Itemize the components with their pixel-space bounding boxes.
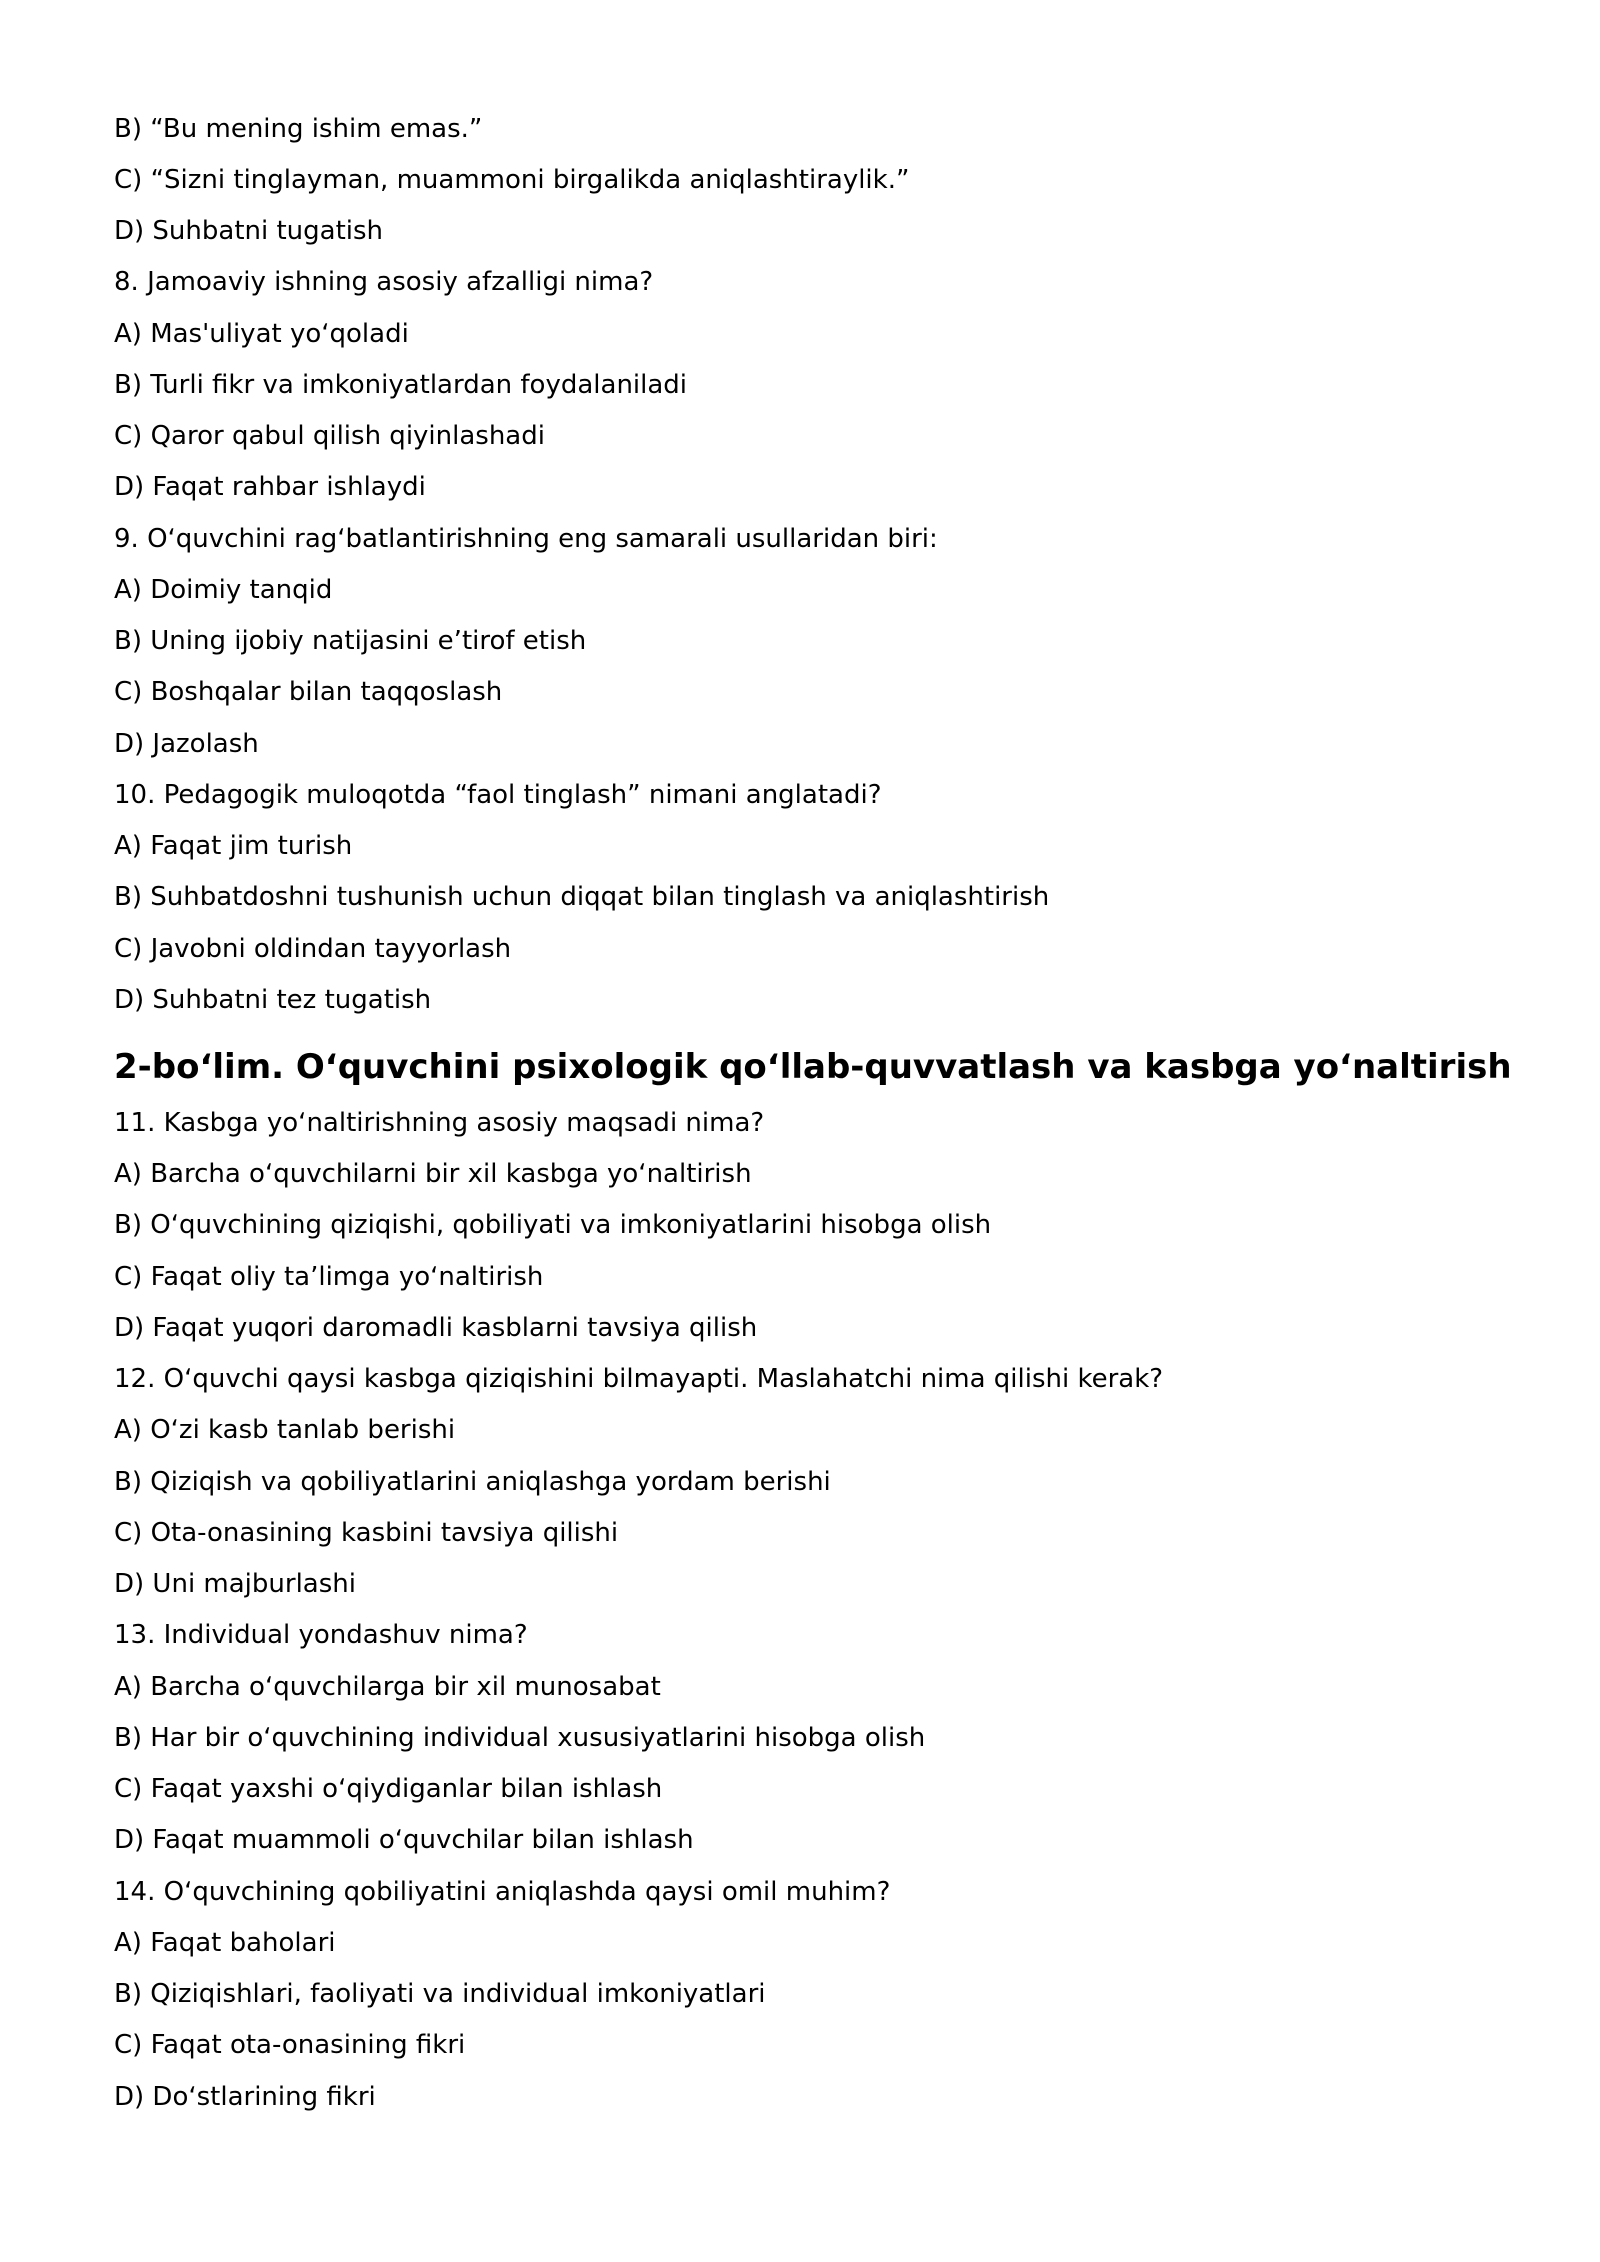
answer-option: C) Faqat yaxshi oʻqiydiganlar bilan ishlash	[114, 1774, 663, 1804]
answer-option: D) Suhbatni tugatish	[114, 216, 384, 246]
answer-option: A) Oʻzi kasb tanlab berishi	[114, 1415, 456, 1445]
question-text: 8. Jamoaviy ishning asosiy afzalligi nima?	[114, 267, 654, 297]
answer-option: B) Turli fikr va imkoniyatlardan foydalaniladi	[114, 370, 688, 400]
answer-option: C) “Sizni tinglayman, muammoni birgalikda aniqlashtiraylik.”	[114, 165, 910, 195]
answer-option: B) Qiziqishlari, faoliyati va individual imkoniyatlari	[114, 1979, 766, 2009]
answer-option: A) Mas'uliyat yoʻqoladi	[114, 319, 409, 349]
answer-option: C) Ota-onasining kasbini tavsiya qilishi	[114, 1518, 619, 1548]
answer-option: D) Jazolash	[114, 729, 259, 759]
question-text: 12. Oʻquvchi qaysi kasbga qiziqishini bilmayapti. Maslahatchi nima qilishi kerak?	[114, 1364, 1164, 1394]
answer-option: D) Faqat yuqori daromadli kasblarni tavsiya qilish	[114, 1313, 758, 1343]
answer-option: C) Qaror qabul qilish qiyinlashadi	[114, 421, 545, 451]
answer-option: C) Boshqalar bilan taqqoslash	[114, 677, 503, 707]
answer-option: D) Suhbatni tez tugatish	[114, 985, 432, 1015]
question-text: 11. Kasbga yoʻnaltirishning asosiy maqsadi nima?	[114, 1108, 765, 1138]
answer-option: C) Javobni oldindan tayyorlash	[114, 934, 512, 964]
answer-option: A) Barcha oʻquvchilarni bir xil kasbga yoʻnaltirish	[114, 1159, 752, 1189]
answer-option: A) Barcha oʻquvchilarga bir xil munosabat	[114, 1672, 661, 1702]
answer-option: A) Doimiy tanqid	[114, 575, 333, 605]
answer-option: D) Faqat muammoli oʻquvchilar bilan ishlash	[114, 1825, 694, 1855]
answer-option: D) Uni majburlashi	[114, 1569, 356, 1599]
section-heading: 2-boʻlim. Oʻquvchini psixologik qoʻllab-quvvatlash va kasbga yoʻnaltirish	[114, 1047, 1512, 1087]
question-text: 10. Pedagogik muloqotda “faol tinglash” nimani anglatadi?	[114, 780, 882, 810]
question-text: 14. Oʻquvchining qobiliyatini aniqlashda qaysi omil muhim?	[114, 1877, 891, 1907]
question-text: 13. Individual yondashuv nima?	[114, 1620, 528, 1650]
answer-option: D) Faqat rahbar ishlaydi	[114, 472, 426, 502]
answer-option: B) Oʻquvchining qiziqishi, qobiliyati va imkoniyatlarini hisobga olish	[114, 1210, 992, 1240]
answer-option: B) Suhbatdoshni tushunish uchun diqqat bilan tinglash va aniqlashtirish	[114, 882, 1050, 912]
answer-option: A) Faqat jim turish	[114, 831, 353, 861]
answer-option: C) Faqat ota-onasining fikri	[114, 2030, 466, 2060]
answer-option: B) Uning ijobiy natijasini eʼtirof etish	[114, 626, 587, 656]
question-text: 9. Oʻquvchini ragʻbatlantirishning eng samarali usullaridan biri:	[114, 524, 938, 554]
answer-option: D) Doʻstlarining fikri	[114, 2082, 376, 2112]
answer-option: B) “Bu mening ishim emas.”	[114, 114, 483, 144]
answer-option: A) Faqat baholari	[114, 1928, 336, 1958]
answer-option: B) Har bir oʻquvchining individual xususiyatlarini hisobga olish	[114, 1723, 926, 1753]
answer-option: C) Faqat oliy taʼlimga yoʻnaltirish	[114, 1262, 544, 1292]
answer-option: B) Qiziqish va qobiliyatlarini aniqlashga yordam berishi	[114, 1467, 831, 1497]
